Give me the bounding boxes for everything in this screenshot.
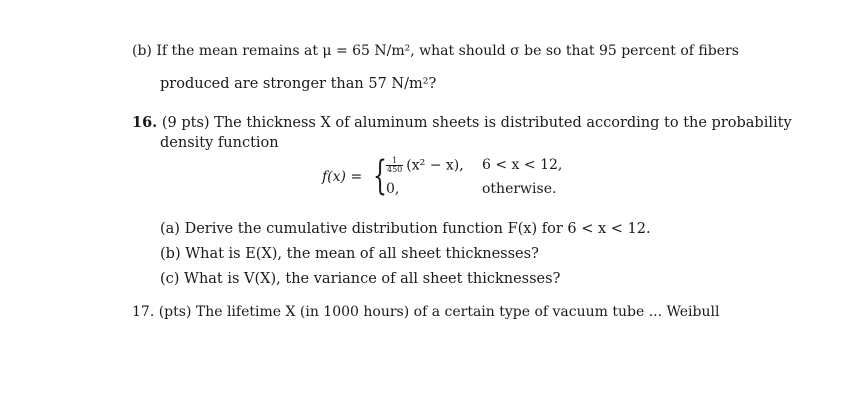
pdf-formula: [322, 154, 582, 202]
case-2-condition: otherwise.: [482, 181, 557, 197]
formula-fraction: [386, 157, 403, 174]
part-a: (a) Derive the cumulative distribution function F(x) for 6 < x < 12.: [160, 221, 651, 237]
formula-lhs: f(x) =: [322, 169, 363, 185]
previous-question-clipped-text: (b) If the mean remains at μ = 65 N/m², what should σ be so that 95 percent of fibers: [132, 43, 739, 59]
clipped-previous-question-line: [132, 43, 752, 62]
part-b: (b) What is E(X), the mean of all sheet thicknesses?: [160, 246, 539, 262]
question-points: (9 pts): [161, 115, 210, 131]
case-2-expression: 0,: [386, 181, 400, 197]
fraction-denominator: 450: [387, 165, 403, 174]
question-16-header: [132, 114, 792, 132]
fraction-numerator: 1: [386, 157, 403, 166]
case-1-expression: (x² − x),: [406, 157, 464, 174]
previous-question-continuation: produced are stronger than 57 N/m²?: [160, 76, 437, 92]
clipped-next-question-line: [132, 304, 720, 320]
case-1-condition: 6 < x < 12,: [482, 157, 563, 173]
question-text-line-1: The thickness X of aluminum sheets is distributed according to the probability: [214, 115, 792, 131]
question-text-line-2: density function: [160, 135, 279, 151]
left-brace-icon: {: [373, 153, 387, 199]
next-question-clipped-text: 17. (pts) The lifetime X (in 1000 hours) of a certain type of vacuum tube ... Weibull: [132, 304, 720, 320]
question-number: 16.: [132, 114, 158, 131]
formula-case-1: [386, 157, 464, 174]
part-c: (c) What is V(X), the variance of all sheet thicknesses?: [160, 271, 561, 287]
